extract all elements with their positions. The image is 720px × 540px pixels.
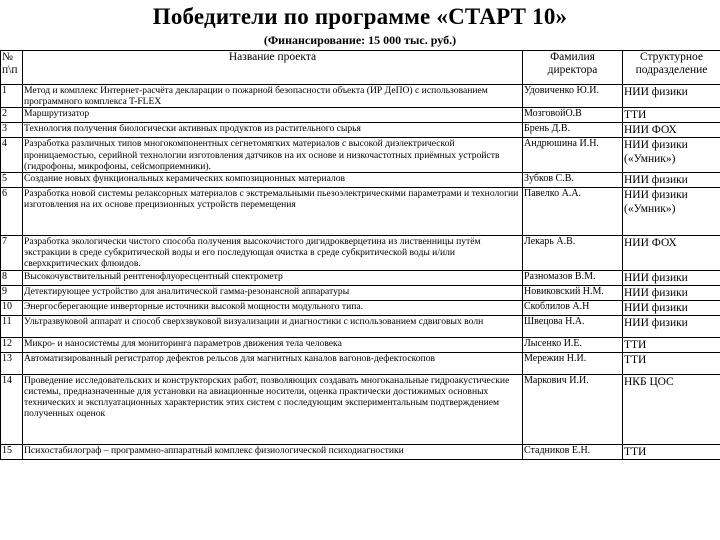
- header-director: Фамилия директора: [523, 51, 623, 85]
- row-department: НИИ физики: [623, 173, 720, 188]
- row-project-name: Маршрутизатор: [23, 108, 523, 123]
- row-project-name: Разработка различных типов многокомпонентных сегнетомягких материалов с высокой диэлектрической проницаемостью, серийной технологии изготовления датчиков на их основе и низкочастотных приёмных устройств (гидрофоны, микрофоны, сейсмоприемники).: [23, 138, 523, 173]
- row-project-name: Разработка новой системы релаксорных материалов с экстремальными пьезоэлектрическими параметрами и технологии изготовления на их основе прецизионных устройств перемещения: [23, 188, 523, 236]
- row-department: НИИ ФОХ: [623, 123, 720, 138]
- row-number: 15: [1, 444, 23, 459]
- row-department: ТТИ: [623, 337, 720, 352]
- row-department: НИИ физики: [623, 285, 720, 300]
- table-row: [1, 85, 720, 108]
- winners-table: [0, 50, 720, 460]
- table-row: [1, 352, 720, 374]
- table-row: [1, 188, 720, 236]
- row-department: НИИ физики: [623, 270, 720, 285]
- row-director: МозговойО.В: [523, 108, 623, 123]
- row-director: Зубков С.В.: [523, 173, 623, 188]
- row-project-name: Разработка экологически чистого способа получения высокочистого дигидрокверцетина из лиственницы путём экстракции в среде субкритической воды и его последующая очистка в среде субкритической воды и/или сверхкритических флюидов.: [23, 236, 523, 271]
- row-department: НИИ физики («Умник»): [623, 188, 720, 236]
- row-number: 7: [1, 236, 23, 271]
- row-director: Швецова Н.А.: [523, 315, 623, 337]
- row-department: НИИ ФОХ: [623, 236, 720, 271]
- row-department: ТТИ: [623, 108, 720, 123]
- row-department: НКБ ЦОС: [623, 374, 720, 444]
- table-row: [1, 285, 720, 300]
- table-row: [1, 315, 720, 337]
- table-row: [1, 108, 720, 123]
- row-project-name: Ультразвуковой аппарат и способ сверхзвуковой визуализации и диагностики с использованием сдвиговых волн: [23, 315, 523, 337]
- row-number: 1: [1, 85, 23, 108]
- row-project-name: Детектирующее устройство для аналитической гамма-резонансной аппаратуры: [23, 285, 523, 300]
- row-project-name: Микро- и наносистемы для мониторинга параметров движения тела человека: [23, 337, 523, 352]
- row-department: НИИ физики: [623, 85, 720, 108]
- row-project-name: Метод и комплекс Интернет-расчёта декларации о пожарной безопасности объекта (ИР ДеПО) с использованием программного комплекса T-FLEX: [23, 85, 523, 108]
- row-number: 12: [1, 337, 23, 352]
- row-project-name: Психостабилограф – программно-аппаратный комплекс физиологической психодиагностики: [23, 444, 523, 459]
- row-project-name: Проведение исследовательских и конструкторских работ, позволяющих создавать многоканальные гидроакустические системы, предназначенные для установки на авиационные носители, оценка практически достижимых основных технических и эксплуатационных характеристик этих систем с последующим экспериментальным подтверждением полученных оценок: [23, 374, 523, 444]
- row-number: 8: [1, 270, 23, 285]
- table-row: [1, 300, 720, 315]
- row-number: 2: [1, 108, 23, 123]
- funding-subtitle: (Финансирование: 15 000 тыс. руб.): [263, 33, 457, 47]
- table-row: [1, 138, 720, 173]
- table-row: [1, 270, 720, 285]
- table-row: [1, 444, 720, 459]
- row-project-name: Энергосберегающие инверторные источники высокой мощности модульного типа.: [23, 300, 523, 315]
- row-number: 4: [1, 138, 23, 173]
- row-director: Стадников Е.Н.: [523, 444, 623, 459]
- row-director: Удовиченко Ю.И.: [523, 85, 623, 108]
- row-number: 14: [1, 374, 23, 444]
- table-row: [1, 374, 720, 444]
- row-number: 9: [1, 285, 23, 300]
- row-project-name: Технология получения биологически активных продуктов из растительного сырья: [23, 123, 523, 138]
- row-number: 10: [1, 300, 23, 315]
- row-director: Лекарь А.В.: [523, 236, 623, 271]
- row-director: Маркович И.И.: [523, 374, 623, 444]
- row-number: 11: [1, 315, 23, 337]
- row-department: ТТИ: [623, 352, 720, 374]
- row-director: Скоблилов А.Н: [523, 300, 623, 315]
- row-director: Новиковский Н.М.: [523, 285, 623, 300]
- row-director: Лысенко И.Е.: [523, 337, 623, 352]
- header-department: Структурное подразделение: [623, 51, 720, 85]
- table-header-row: [1, 51, 720, 85]
- row-project-name: Создание новых функциональных керамических композиционных материалов: [23, 173, 523, 188]
- row-number: 6: [1, 188, 23, 236]
- row-number: 13: [1, 352, 23, 374]
- row-department: ТТИ: [623, 444, 720, 459]
- row-number: 3: [1, 123, 23, 138]
- row-director: Павелко А.А.: [523, 188, 623, 236]
- page-title: Победители по программе «СТАРТ 10»: [152, 4, 568, 29]
- table-row: [1, 123, 720, 138]
- row-director: Мережин Н.И.: [523, 352, 623, 374]
- row-department: НИИ физики: [623, 315, 720, 337]
- row-director: Андрюшина И.Н.: [523, 138, 623, 173]
- row-director: Брень Д.В.: [523, 123, 623, 138]
- row-department: НИИ физики: [623, 300, 720, 315]
- row-department: НИИ физики («Умник»): [623, 138, 720, 173]
- row-number: 5: [1, 173, 23, 188]
- header-project-name: Название проекта: [23, 51, 523, 85]
- table-row: [1, 236, 720, 271]
- header-number: № п\п: [1, 51, 23, 85]
- row-director: Разномазов В.М.: [523, 270, 623, 285]
- row-project-name: Высокочувствительный рентгенофлуоресцентный спектрометр: [23, 270, 523, 285]
- table-row: [1, 173, 720, 188]
- table-row: [1, 337, 720, 352]
- row-project-name: Автоматизированный регистратор дефектов рельсов для магнитных каналов вагонов-дефектоскопов: [23, 352, 523, 374]
